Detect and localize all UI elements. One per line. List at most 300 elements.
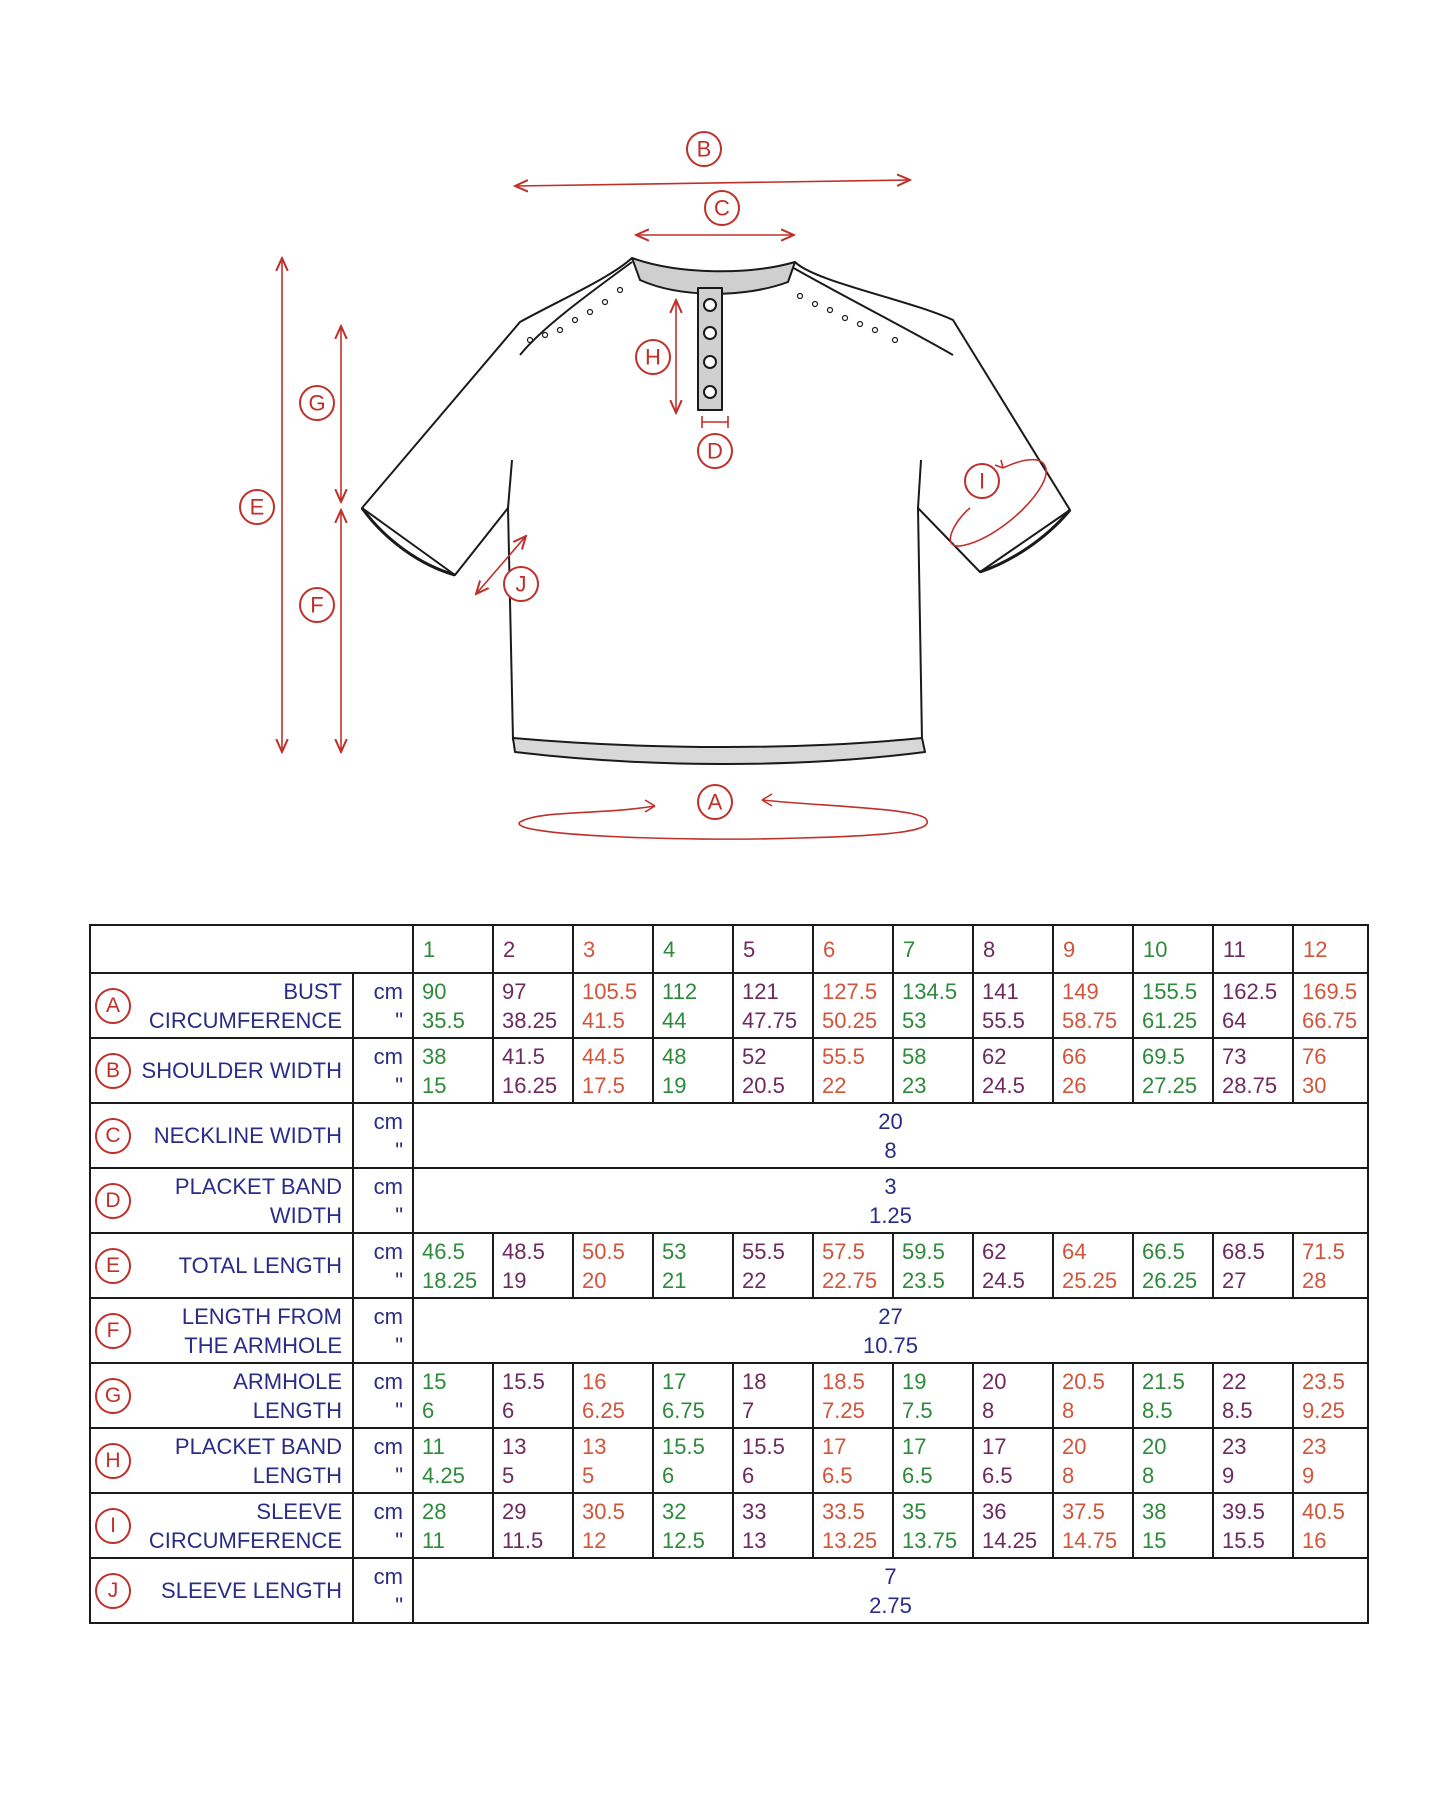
unit-cm: cm [373, 1433, 403, 1459]
value-cell-size-11 [1213, 1233, 1293, 1298]
value-cm: 37.5 [1062, 1498, 1105, 1524]
value-inch: 21 [662, 1267, 687, 1293]
value-inch: 8 [884, 1137, 897, 1163]
value-cm: 18 [742, 1368, 767, 1394]
value-cm: 20 [982, 1368, 1007, 1394]
value-cm: 7 [884, 1563, 897, 1589]
value-cell-size-10 [1133, 1363, 1213, 1428]
value-inch: 16.25 [502, 1072, 558, 1098]
value-cm: 105.5 [582, 978, 638, 1004]
measurement-badge-letters [250, 137, 985, 815]
unit-cm: cm [373, 1368, 403, 1394]
value-cm: 33 [742, 1498, 767, 1524]
value-cell-size-10 [1133, 1233, 1213, 1298]
value-cm: 50.5 [582, 1238, 625, 1264]
value-cell-size-11 [1213, 973, 1293, 1038]
garment-diagram [0, 0, 1445, 880]
value-cell-size-1 [413, 1493, 493, 1558]
value-inch: 6 [422, 1397, 435, 1423]
value-cell-size-9 [1053, 973, 1133, 1038]
value-inch: 10.75 [862, 1332, 919, 1358]
all-sizes-value-cell [413, 1103, 1368, 1168]
value-cell-size-5 [733, 1493, 813, 1558]
value-inch: 14.25 [982, 1527, 1038, 1553]
value-cm: 21.5 [1142, 1368, 1185, 1394]
value-cell-size-11 [1213, 1428, 1293, 1493]
measurement-name-line: SLEEVE LENGTH [161, 1578, 342, 1603]
row-sleeve-circumference [90, 1493, 1368, 1558]
measurement-letter-badge: E [95, 1248, 131, 1284]
badge-g-label: G [308, 390, 326, 416]
value-inch: 6.25 [582, 1397, 625, 1423]
value-cell-size-2 [493, 1363, 573, 1428]
value-cm: 15.5 [662, 1433, 705, 1459]
badge-f-label: F [310, 592, 324, 618]
value-cell-size-12 [1293, 1428, 1368, 1493]
value-cm: 68.5 [1222, 1238, 1265, 1264]
value-cell-size-9 [1053, 1038, 1133, 1103]
value-cell-size-12 [1293, 1038, 1368, 1103]
size-header-8: 8 [973, 925, 1053, 973]
unit-cm: cm [373, 1173, 403, 1199]
value-cm: 55.5 [822, 1043, 865, 1069]
unit-cell [353, 1298, 413, 1363]
value-inch: 44 [662, 1007, 687, 1033]
value-cell-size-3 [573, 1363, 653, 1428]
value-inch: 15 [1142, 1527, 1167, 1553]
unit-cell [353, 1428, 413, 1493]
value-cell-size-11 [1213, 1363, 1293, 1428]
value-inch: 16 [1302, 1527, 1327, 1553]
unit-cell [353, 1363, 413, 1428]
value-cell-size-6 [813, 1493, 893, 1558]
value-cell-size-6 [813, 1038, 893, 1103]
value-cell-size-2 [493, 1233, 573, 1298]
unit-inch: " [395, 1332, 403, 1358]
measurement-name-line: BUST [283, 978, 342, 1004]
value-cell-size-3 [573, 1038, 653, 1103]
unit-inch: " [395, 1462, 403, 1488]
value-cm: 162.5 [1222, 978, 1278, 1004]
unit-cm: cm [373, 978, 403, 1004]
value-cell-size-2 [493, 1493, 573, 1558]
value-cell-size-8 [973, 973, 1053, 1038]
value-cm: 121 [742, 978, 779, 1004]
value-cell-size-8 [973, 1493, 1053, 1558]
value-cm: 46.5 [422, 1238, 465, 1264]
value-cm: 29 [502, 1498, 527, 1524]
value-cell-size-4 [653, 1363, 733, 1428]
value-cm: 62 [982, 1043, 1007, 1069]
value-inch: 4.25 [422, 1462, 465, 1488]
measurement-name-line: LENGTH [252, 1462, 342, 1488]
unit-cell [353, 1168, 413, 1233]
value-inch: 27 [1222, 1267, 1247, 1293]
badge-j-label: J [515, 571, 527, 597]
row-total-length [90, 1233, 1368, 1298]
value-inch: 5 [502, 1462, 515, 1488]
header-blank-cell [90, 925, 413, 973]
value-cell-size-8 [973, 1233, 1053, 1298]
value-cell-size-8 [973, 1038, 1053, 1103]
size-header-3: 3 [573, 925, 653, 973]
badge-a-label: A [707, 789, 723, 815]
value-cm: 66.5 [1142, 1238, 1185, 1264]
value-inch: 8 [982, 1397, 995, 1423]
value-cell-size-10 [1133, 973, 1213, 1038]
unit-inch: " [395, 1397, 403, 1423]
value-cell-size-12 [1293, 1233, 1368, 1298]
measurement-label-cell [90, 1493, 353, 1558]
unit-cm: cm [373, 1238, 403, 1264]
measurement-name-line: SLEEVE [256, 1498, 342, 1524]
value-cell-size-6 [813, 973, 893, 1038]
value-cell-size-7 [893, 973, 973, 1038]
value-cm: 48.5 [502, 1238, 545, 1264]
value-cm: 22 [1222, 1368, 1247, 1394]
value-cell-size-5 [733, 1363, 813, 1428]
measurement-label-cell [90, 1558, 353, 1623]
all-sizes-value-cell [413, 1298, 1368, 1363]
measurement-label-cell [90, 1038, 353, 1103]
measurement-letter-badge: C [95, 1118, 131, 1154]
value-cm: 62 [982, 1238, 1007, 1264]
value-cm: 40.5 [1302, 1498, 1345, 1524]
value-inch: 12 [582, 1527, 607, 1553]
value-inch: 8 [1062, 1462, 1075, 1488]
value-inch: 17.5 [582, 1072, 625, 1098]
value-inch: 55.5 [982, 1007, 1025, 1033]
value-cm: 97 [502, 978, 527, 1004]
value-cm: 20 [1142, 1433, 1167, 1459]
unit-inch: " [395, 1527, 403, 1553]
value-cm: 20 [1062, 1433, 1087, 1459]
badge-h-label: H [645, 344, 661, 370]
value-inch: 8.5 [1142, 1397, 1173, 1423]
value-inch: 6 [662, 1462, 675, 1488]
value-cm: 38 [1142, 1498, 1167, 1524]
value-inch: 14.75 [1062, 1527, 1118, 1553]
value-inch: 11 [422, 1527, 445, 1553]
size-header-2: 2 [493, 925, 573, 973]
size-header-11: 11 [1213, 925, 1293, 973]
unit-inch: " [395, 1072, 403, 1098]
value-cell-size-8 [973, 1363, 1053, 1428]
value-cell-size-10 [1133, 1428, 1213, 1493]
measurement-name-line: CIRCUMFERENCE [148, 1527, 342, 1553]
value-cell-size-11 [1213, 1038, 1293, 1103]
value-cm: 52 [742, 1043, 767, 1069]
measurement-label-cell [90, 1103, 353, 1168]
measurement-letter-badge: A [95, 988, 131, 1024]
value-cell-size-9 [1053, 1428, 1133, 1493]
value-cell-size-12 [1293, 1493, 1368, 1558]
row-sleeve-length [90, 1558, 1368, 1623]
value-inch: 6.5 [982, 1462, 1013, 1488]
value-cell-size-1 [413, 1363, 493, 1428]
value-cm: 11 [422, 1433, 445, 1459]
size-chart-body [90, 925, 1368, 1623]
value-cell-size-2 [493, 1428, 573, 1493]
value-inch: 28.75 [1222, 1072, 1278, 1098]
size-header-9: 9 [1053, 925, 1133, 973]
value-inch: 11.5 [502, 1527, 544, 1553]
measurement-name-line: TOTAL LENGTH [178, 1253, 342, 1278]
value-inch: 35.5 [422, 1007, 465, 1033]
measurement-label-cell [90, 973, 353, 1038]
value-cm: 58 [902, 1043, 927, 1069]
measurement-letter-badge: D [95, 1183, 131, 1219]
unit-inch: " [395, 1137, 403, 1163]
measurement-letter-badge: H [95, 1443, 131, 1479]
value-inch: 15.5 [1222, 1527, 1265, 1553]
unit-cell [353, 1493, 413, 1558]
value-cm: 66 [1062, 1043, 1087, 1069]
value-cm: 17 [822, 1433, 847, 1459]
unit-cell [353, 1233, 413, 1298]
value-inch: 6.5 [822, 1462, 853, 1488]
unit-inch: " [395, 1267, 403, 1293]
value-cm: 15.5 [502, 1368, 545, 1394]
value-inch: 8 [1062, 1397, 1075, 1423]
row-armhole-length [90, 1363, 1368, 1428]
value-cell-size-3 [573, 1233, 653, 1298]
value-inch: 22 [742, 1267, 767, 1293]
measurement-name-line: ARMHOLE [233, 1368, 342, 1394]
value-cell-size-4 [653, 973, 733, 1038]
value-inch: 28 [1302, 1267, 1327, 1293]
value-inch: 50.25 [822, 1007, 878, 1033]
value-cm: 134.5 [902, 978, 958, 1004]
value-inch: 61.25 [1142, 1007, 1198, 1033]
value-inch: 7 [742, 1397, 755, 1423]
value-cm: 17 [662, 1368, 687, 1394]
value-inch: 19 [502, 1267, 527, 1293]
value-inch: 22 [822, 1072, 847, 1098]
value-cm: 3 [884, 1173, 897, 1199]
value-cm: 20.5 [1062, 1368, 1105, 1394]
value-cm: 19 [902, 1368, 927, 1394]
value-cm: 28 [422, 1498, 447, 1524]
value-inch: 8.5 [1222, 1397, 1253, 1423]
value-cell-size-2 [493, 1038, 573, 1103]
size-header-7: 7 [893, 925, 973, 973]
value-cell-size-6 [813, 1428, 893, 1493]
value-inch: 9.25 [1302, 1397, 1345, 1423]
tshirt-illustration [362, 258, 1070, 764]
value-cm: 20 [878, 1108, 903, 1134]
unit-cell [353, 1103, 413, 1168]
value-cell-size-1 [413, 1038, 493, 1103]
value-cm: 15 [422, 1368, 447, 1394]
measurement-letter-badge: G [95, 1378, 131, 1414]
value-inch: 7.5 [902, 1397, 933, 1423]
value-cm: 76 [1302, 1043, 1327, 1069]
value-cell-size-6 [813, 1363, 893, 1428]
value-cell-size-3 [573, 973, 653, 1038]
value-inch: 26 [1062, 1072, 1087, 1098]
value-cm: 44.5 [582, 1043, 625, 1069]
value-cell-size-2 [493, 973, 573, 1038]
value-cm: 17 [982, 1433, 1007, 1459]
value-cell-size-4 [653, 1038, 733, 1103]
unit-inch: " [395, 1007, 403, 1033]
value-cell-size-5 [733, 1233, 813, 1298]
value-cell-size-7 [893, 1493, 973, 1558]
value-cell-size-11 [1213, 1493, 1293, 1558]
badge-c-label: C [714, 195, 730, 221]
measurement-name-line: THE ARMHOLE [184, 1332, 342, 1358]
unit-cell [353, 1558, 413, 1623]
value-inch: 8 [1142, 1462, 1155, 1488]
value-cell-size-10 [1133, 1493, 1213, 1558]
value-cm: 169.5 [1302, 978, 1358, 1004]
value-cell-size-8 [973, 1428, 1053, 1493]
measurement-badges [240, 132, 999, 819]
all-sizes-value-cell [413, 1558, 1368, 1623]
unit-cell [353, 973, 413, 1038]
value-cell-size-9 [1053, 1233, 1133, 1298]
value-cm: 27 [878, 1303, 903, 1329]
value-cm: 73 [1222, 1043, 1247, 1069]
row-neckline-width [90, 1103, 1368, 1168]
measurement-letter-badge: F [95, 1313, 131, 1349]
size-chart-table [89, 924, 1369, 1624]
value-cell-size-5 [733, 1038, 813, 1103]
all-sizes-value-cell [413, 1168, 1368, 1233]
value-inch: 30 [1302, 1072, 1327, 1098]
measurement-label-cell [90, 1168, 353, 1233]
value-cm: 127.5 [822, 978, 878, 1004]
size-header-5: 5 [733, 925, 813, 973]
value-inch: 13 [742, 1527, 767, 1553]
size-header-4: 4 [653, 925, 733, 973]
value-inch: 47.75 [742, 1007, 798, 1033]
value-inch: 19 [662, 1072, 687, 1098]
measurement-name-line: SHOULDER WIDTH [141, 1058, 342, 1083]
value-cell-size-4 [653, 1233, 733, 1298]
value-cm: 39.5 [1222, 1498, 1265, 1524]
measurement-letter-badge: I [95, 1508, 131, 1544]
unit-cm: cm [373, 1498, 403, 1524]
value-cell-size-4 [653, 1428, 733, 1493]
value-inch: 12.5 [662, 1527, 705, 1553]
value-inch: 26.25 [1142, 1267, 1198, 1293]
value-cell-size-1 [413, 973, 493, 1038]
measurement-letter-badge: B [95, 1053, 131, 1089]
value-cm: 149 [1062, 978, 1099, 1004]
size-header-1: 1 [413, 925, 493, 973]
row-bust-circumference [90, 973, 1368, 1038]
value-cm: 35 [902, 1498, 927, 1524]
value-cm: 90 [422, 978, 447, 1004]
value-cell-size-3 [573, 1428, 653, 1493]
value-cm: 18.5 [822, 1368, 865, 1394]
value-inch: 6 [502, 1397, 515, 1423]
value-cell-size-7 [893, 1038, 973, 1103]
badge-i-label: I [978, 468, 986, 494]
value-inch: 6 [742, 1462, 755, 1488]
measurement-name-line: LENGTH [252, 1397, 342, 1423]
value-inch: 20 [582, 1267, 607, 1293]
value-inch: 5 [582, 1462, 595, 1488]
value-inch: 27.25 [1142, 1072, 1198, 1098]
row-placket-band-width [90, 1168, 1368, 1233]
value-cm: 15.5 [742, 1433, 785, 1459]
value-inch: 64 [1222, 1007, 1247, 1033]
value-cell-size-9 [1053, 1493, 1133, 1558]
value-cm: 141 [982, 978, 1019, 1004]
badge-e-label: E [249, 494, 265, 520]
value-inch: 9 [1302, 1462, 1315, 1488]
value-inch: 24.5 [982, 1267, 1025, 1293]
row-length-from-the-armhole [90, 1298, 1368, 1363]
value-inch: 22.75 [822, 1267, 878, 1293]
value-cm: 64 [1062, 1238, 1087, 1264]
unit-inch: " [395, 1202, 403, 1228]
value-cell-size-3 [573, 1493, 653, 1558]
value-inch: 6.75 [662, 1397, 705, 1423]
value-inch: 2.75 [869, 1592, 912, 1618]
value-cm: 23 [1222, 1433, 1247, 1459]
value-inch: 1.25 [869, 1202, 912, 1228]
value-cell-size-1 [413, 1233, 493, 1298]
value-cell-size-1 [413, 1428, 493, 1493]
value-cm: 16 [582, 1368, 607, 1394]
measurement-label-cell [90, 1233, 353, 1298]
measurement-name-line: NECKLINE WIDTH [153, 1123, 342, 1148]
value-inch: 58.75 [1062, 1007, 1118, 1033]
value-inch: 38.25 [502, 1007, 558, 1033]
value-cell-size-4 [653, 1493, 733, 1558]
value-cm: 36 [982, 1498, 1007, 1524]
size-header-12: 12 [1293, 925, 1368, 973]
value-cm: 13 [582, 1433, 607, 1459]
measurement-name-line: PLACKET BAND [174, 1433, 342, 1459]
value-cm: 59.5 [902, 1238, 945, 1264]
value-cm: 38 [422, 1043, 447, 1069]
value-cell-size-5 [733, 1428, 813, 1493]
unit-cm: cm [373, 1108, 403, 1134]
value-inch: 15 [422, 1072, 447, 1098]
size-header-row [90, 925, 1368, 973]
value-cell-size-6 [813, 1233, 893, 1298]
value-cell-size-7 [893, 1233, 973, 1298]
value-cell-size-7 [893, 1428, 973, 1493]
value-cm: 41.5 [502, 1043, 545, 1069]
measurement-name-line: PLACKET BAND [174, 1173, 342, 1199]
value-inch: 25.25 [1062, 1267, 1118, 1293]
value-inch: 41.5 [582, 1007, 625, 1033]
value-cm: 155.5 [1142, 978, 1198, 1004]
measurement-name-line: CIRCUMFERENCE [148, 1007, 342, 1033]
value-cm: 112 [662, 978, 698, 1004]
value-inch: 9 [1222, 1462, 1235, 1488]
value-inch: 13.25 [822, 1527, 878, 1553]
measurement-label-cell [90, 1428, 353, 1493]
value-cm: 71.5 [1302, 1238, 1345, 1264]
unit-cell [353, 1038, 413, 1103]
value-cell-size-9 [1053, 1363, 1133, 1428]
value-cell-size-5 [733, 973, 813, 1038]
value-cm: 32 [662, 1498, 687, 1524]
value-cm: 17 [902, 1433, 927, 1459]
row-shoulder-width [90, 1038, 1368, 1103]
value-cm: 23 [1302, 1433, 1327, 1459]
measurement-name-line: WIDTH [269, 1202, 342, 1228]
value-cm: 30.5 [582, 1498, 625, 1524]
value-inch: 23.5 [902, 1267, 945, 1293]
